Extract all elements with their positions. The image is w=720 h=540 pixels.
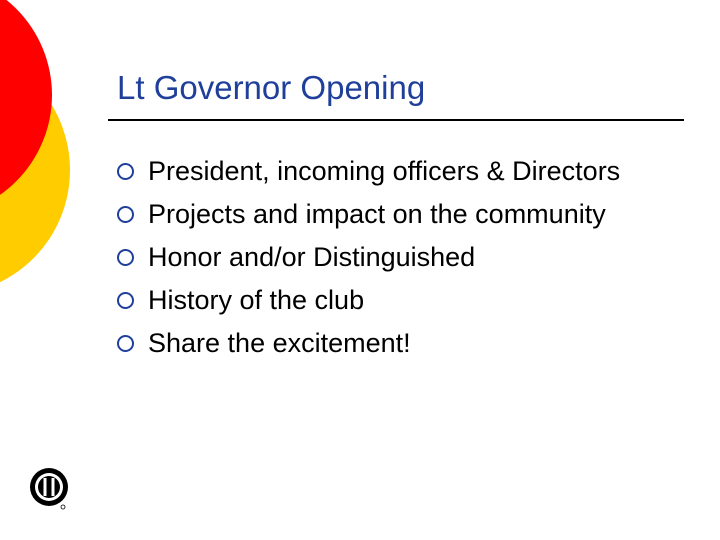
corner-circles-decoration: [0, 0, 110, 300]
hollow-circle-bullet-icon: [117, 206, 134, 223]
hollow-circle-bullet-icon: [117, 163, 134, 180]
slide-title: Lt Governor Opening: [117, 69, 426, 106]
bullet-item: [117, 150, 620, 193]
hollow-circle-bullet-icon: [117, 335, 134, 352]
hollow-circle-bullet-icon: [117, 292, 134, 309]
bullet-item: [117, 236, 620, 279]
bullet-text: Share the excitement!: [148, 328, 411, 358]
bullet-list: [117, 150, 620, 365]
bullet-item: [117, 193, 620, 236]
bullet-item: [117, 279, 620, 322]
title-divider: [108, 119, 684, 121]
kiwanis-logo-icon: [28, 466, 74, 512]
bullet-text: Projects and impact on the community: [148, 199, 606, 229]
bullet-item: [117, 322, 620, 365]
bullet-text: Honor and/or Distinguished: [148, 242, 476, 272]
bullet-text: History of the club: [148, 285, 365, 315]
hollow-circle-bullet-icon: [117, 249, 134, 266]
bullet-text: President, incoming officers & Directors: [148, 156, 621, 186]
